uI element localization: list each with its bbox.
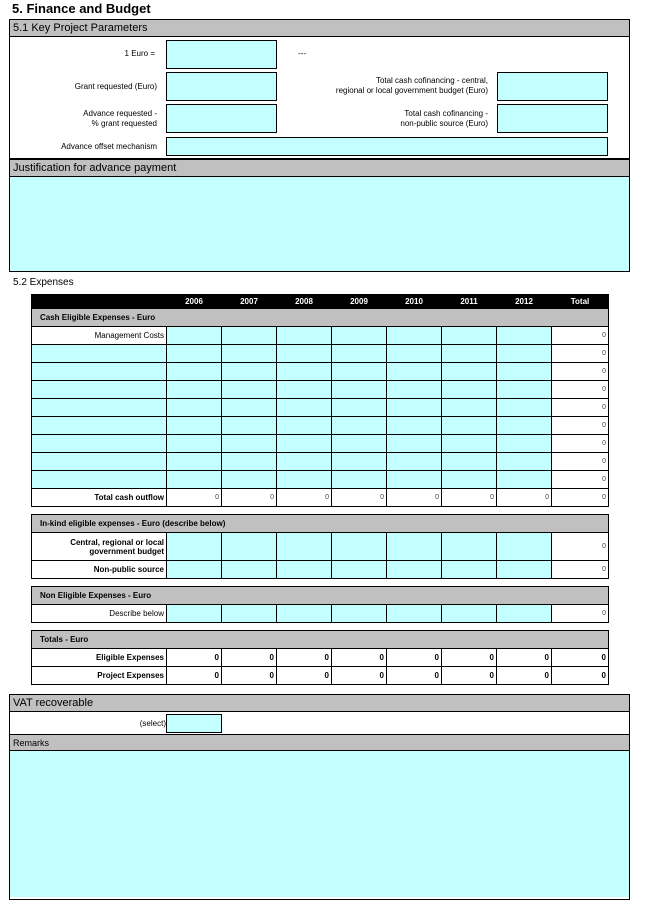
expense-cell[interactable] xyxy=(222,417,277,435)
expense-cell[interactable] xyxy=(167,561,222,579)
inkind-government-label-line1: Central, regional or local xyxy=(70,537,164,547)
expense-cell[interactable] xyxy=(277,399,332,417)
outflow-value: 0 xyxy=(222,489,277,507)
expense-cell[interactable] xyxy=(332,561,387,579)
outflow-value: 0 xyxy=(387,489,442,507)
row-total: 0 xyxy=(552,381,609,399)
expense-cell[interactable] xyxy=(442,363,497,381)
expense-cell[interactable] xyxy=(167,381,222,399)
row-total: 0 xyxy=(552,561,609,579)
expense-cell[interactable] xyxy=(442,345,497,363)
expenses-header: 5.2 Expenses xyxy=(13,277,74,288)
eligible-value: 0 xyxy=(442,649,497,667)
non-eligible-group: Non Eligible Expenses - Euro xyxy=(32,587,609,605)
cofinancing-private-input[interactable] xyxy=(497,104,608,133)
expense-cell[interactable] xyxy=(387,453,442,471)
cofinancing-private-label xyxy=(290,109,488,129)
vat-select-row xyxy=(10,712,629,734)
justification-textarea[interactable] xyxy=(10,177,629,271)
expense-cell[interactable] xyxy=(277,381,332,399)
cofinancing-public-label-line2: regional or local government budget (Euro) xyxy=(335,86,488,95)
grant-requested-input[interactable] xyxy=(166,72,277,101)
expense-cell[interactable] xyxy=(332,533,387,561)
remarks-header: Remarks xyxy=(10,734,629,751)
year-header: 2012 xyxy=(497,295,552,309)
totals-group: Totals - Euro xyxy=(32,631,609,649)
eligible-value: 0 xyxy=(222,649,277,667)
cofinancing-private-label-line2: non-public source (Euro) xyxy=(400,119,488,128)
outflow-value: 0 xyxy=(442,489,497,507)
expense-cell[interactable] xyxy=(332,453,387,471)
expense-label-input[interactable] xyxy=(32,453,167,471)
outflow-value: 0 xyxy=(332,489,387,507)
expense-label-input[interactable] xyxy=(32,381,167,399)
inkind-nonpublic-label: Non-public source xyxy=(32,561,167,579)
project-expenses-label: Project Expenses xyxy=(32,667,167,685)
table-row xyxy=(32,471,609,489)
year-header: 2008 xyxy=(277,295,332,309)
key-parameters-header: 5.1 Key Project Parameters xyxy=(10,20,629,37)
table-row xyxy=(32,399,609,417)
outflow-value: 0 xyxy=(497,489,552,507)
expense-cell[interactable] xyxy=(442,471,497,489)
advance-requested-input[interactable] xyxy=(166,104,277,133)
expenses-table xyxy=(31,294,609,685)
cofinancing-public-label xyxy=(290,76,488,96)
project-value: 0 xyxy=(222,667,277,685)
eligible-value: 0 xyxy=(552,649,609,667)
row-total: 0 xyxy=(552,345,609,363)
cofinancing-private-label-line1: Total cash cofinancing - xyxy=(404,109,488,118)
row-total: 0 xyxy=(552,399,609,417)
expense-label-input[interactable] xyxy=(32,435,167,453)
expense-cell[interactable] xyxy=(442,327,497,345)
expense-cell[interactable] xyxy=(332,399,387,417)
inkind-government-label-line2: government budget xyxy=(89,546,164,556)
expense-cell[interactable] xyxy=(167,327,222,345)
advance-requested-label xyxy=(40,109,157,129)
expense-cell[interactable] xyxy=(332,363,387,381)
describe-below-label: Describe below xyxy=(32,605,167,623)
expense-cell[interactable] xyxy=(167,345,222,363)
eligible-expenses-label: Eligible Expenses xyxy=(32,649,167,667)
row-total: 0 xyxy=(552,435,609,453)
total-cash-outflow-row xyxy=(32,489,609,507)
expense-cell[interactable] xyxy=(277,453,332,471)
expense-cell[interactable] xyxy=(332,327,387,345)
expense-cell[interactable] xyxy=(387,435,442,453)
row-total: 0 xyxy=(552,417,609,435)
expense-cell[interactable] xyxy=(387,417,442,435)
row-total: 0 xyxy=(552,533,609,561)
expense-cell[interactable] xyxy=(387,471,442,489)
expense-cell[interactable] xyxy=(277,561,332,579)
vat-select[interactable] xyxy=(166,714,222,733)
expense-cell[interactable] xyxy=(167,399,222,417)
eligible-value: 0 xyxy=(167,649,222,667)
grant-requested-label: Grant requested (Euro) xyxy=(74,82,157,91)
expense-cell[interactable] xyxy=(222,381,277,399)
expense-cell[interactable] xyxy=(332,381,387,399)
page-title: 5. Finance and Budget xyxy=(12,1,151,16)
justification-header: Justification for advance payment xyxy=(10,160,629,177)
expense-cell[interactable] xyxy=(497,399,552,417)
eligible-value: 0 xyxy=(497,649,552,667)
table-row xyxy=(32,453,609,471)
eligible-value: 0 xyxy=(277,649,332,667)
expense-cell[interactable] xyxy=(222,345,277,363)
expense-cell[interactable] xyxy=(277,345,332,363)
expense-cell[interactable] xyxy=(222,327,277,345)
expense-label-input[interactable] xyxy=(32,345,167,363)
table-row xyxy=(32,363,609,381)
spacer xyxy=(32,623,609,631)
expense-cell[interactable] xyxy=(167,533,222,561)
vat-header: VAT recoverable xyxy=(10,695,629,712)
year-header: 2011 xyxy=(442,295,497,309)
expense-cell[interactable] xyxy=(167,435,222,453)
total-header: Total xyxy=(552,295,609,309)
euro-rate-suffix: --- xyxy=(298,49,306,58)
year-header: 2007 xyxy=(222,295,277,309)
year-header: 2010 xyxy=(387,295,442,309)
expense-cell[interactable] xyxy=(497,453,552,471)
expense-cell[interactable] xyxy=(222,605,277,623)
header-blank xyxy=(32,295,167,309)
vat-select-label: (select) xyxy=(139,719,166,728)
expense-cell[interactable] xyxy=(277,533,332,561)
expense-cell[interactable] xyxy=(387,561,442,579)
row-total: 0 xyxy=(552,471,609,489)
row-total: 0 xyxy=(552,327,609,345)
project-value: 0 xyxy=(497,667,552,685)
table-row xyxy=(32,327,609,345)
year-header: 2009 xyxy=(332,295,387,309)
vat-section xyxy=(9,694,630,900)
expense-label-input[interactable] xyxy=(32,399,167,417)
expense-cell[interactable] xyxy=(222,363,277,381)
expense-cell[interactable] xyxy=(332,471,387,489)
table-row xyxy=(32,345,609,363)
expense-cell[interactable] xyxy=(332,435,387,453)
row-total: 0 xyxy=(552,605,609,623)
advance-requested-label-line2: % grant requested xyxy=(91,119,157,128)
expense-cell[interactable] xyxy=(442,381,497,399)
expense-cell[interactable] xyxy=(442,417,497,435)
expense-cell[interactable] xyxy=(442,399,497,417)
row-total: 0 xyxy=(552,453,609,471)
inkind-group: In-kind eligible expenses - Euro (describe below) xyxy=(32,515,609,533)
expense-cell[interactable] xyxy=(387,327,442,345)
remarks-textarea[interactable] xyxy=(10,751,629,897)
project-value: 0 xyxy=(277,667,332,685)
expense-cell[interactable] xyxy=(387,345,442,363)
expense-cell[interactable] xyxy=(167,471,222,489)
expense-cell[interactable] xyxy=(442,561,497,579)
eligible-expenses-row xyxy=(32,649,609,667)
expense-cell[interactable] xyxy=(222,533,277,561)
expense-cell[interactable] xyxy=(497,327,552,345)
expense-cell[interactable] xyxy=(167,453,222,471)
euro-rate-input[interactable] xyxy=(166,40,277,69)
expense-cell[interactable] xyxy=(497,561,552,579)
expense-cell[interactable] xyxy=(277,435,332,453)
expense-cell[interactable] xyxy=(387,533,442,561)
table-row xyxy=(32,533,609,561)
expense-label-input[interactable] xyxy=(32,471,167,489)
expense-cell[interactable] xyxy=(167,363,222,381)
table-row xyxy=(32,381,609,399)
expense-cell[interactable] xyxy=(277,605,332,623)
project-value: 0 xyxy=(332,667,387,685)
outflow-value: 0 xyxy=(552,489,609,507)
advance-offset-label: Advance offset mechanism xyxy=(61,142,157,151)
expense-label-input[interactable] xyxy=(32,417,167,435)
expense-cell[interactable] xyxy=(387,605,442,623)
expense-cell[interactable] xyxy=(497,417,552,435)
expense-cell[interactable] xyxy=(332,605,387,623)
expense-cell[interactable] xyxy=(442,605,497,623)
project-expenses-row xyxy=(32,667,609,685)
advance-offset-input[interactable] xyxy=(166,137,608,156)
expense-cell[interactable] xyxy=(497,363,552,381)
expense-cell[interactable] xyxy=(277,363,332,381)
table-row xyxy=(32,561,609,579)
cash-eligible-group: Cash Eligible Expenses - Euro xyxy=(32,309,609,327)
expense-cell[interactable] xyxy=(442,453,497,471)
outflow-value: 0 xyxy=(167,489,222,507)
row-total: 0 xyxy=(552,363,609,381)
expense-cell[interactable] xyxy=(222,453,277,471)
project-value: 0 xyxy=(167,667,222,685)
expense-cell[interactable] xyxy=(167,417,222,435)
justification-section xyxy=(9,159,630,272)
expense-cell[interactable] xyxy=(497,471,552,489)
project-value: 0 xyxy=(442,667,497,685)
spacer xyxy=(32,579,609,587)
table-row xyxy=(32,417,609,435)
table-row xyxy=(32,435,609,453)
total-cash-outflow-label: Total cash outflow xyxy=(32,489,167,507)
outflow-value: 0 xyxy=(277,489,332,507)
expense-cell[interactable] xyxy=(277,417,332,435)
expense-cell[interactable] xyxy=(497,345,552,363)
expense-cell[interactable] xyxy=(222,399,277,417)
expense-cell[interactable] xyxy=(497,533,552,561)
euro-rate-label: 1 Euro = xyxy=(124,49,155,58)
expense-cell[interactable] xyxy=(387,381,442,399)
expense-cell[interactable] xyxy=(442,533,497,561)
project-value: 0 xyxy=(387,667,442,685)
expense-cell[interactable] xyxy=(277,327,332,345)
expense-cell[interactable] xyxy=(332,345,387,363)
inkind-government-label xyxy=(32,533,167,561)
project-value: 0 xyxy=(552,667,609,685)
expense-cell[interactable] xyxy=(222,561,277,579)
expense-cell[interactable] xyxy=(167,605,222,623)
advance-requested-label-line1: Advance requested - xyxy=(83,109,157,118)
expense-label-input[interactable] xyxy=(32,363,167,381)
management-costs-label: Management Costs xyxy=(32,327,167,345)
expense-cell[interactable] xyxy=(222,471,277,489)
year-header-row xyxy=(32,295,609,309)
expense-cell[interactable] xyxy=(277,471,332,489)
eligible-value: 0 xyxy=(332,649,387,667)
cofinancing-public-label-line1: Total cash cofinancing - central, xyxy=(375,76,488,85)
expense-cell[interactable] xyxy=(222,435,277,453)
expense-cell[interactable] xyxy=(497,435,552,453)
expense-cell[interactable] xyxy=(332,417,387,435)
expense-cell[interactable] xyxy=(442,435,497,453)
expense-cell[interactable] xyxy=(387,399,442,417)
spacer xyxy=(32,507,609,515)
year-header: 2006 xyxy=(167,295,222,309)
table-row xyxy=(32,605,609,623)
expense-cell[interactable] xyxy=(497,605,552,623)
expense-cell[interactable] xyxy=(387,363,442,381)
cofinancing-public-input[interactable] xyxy=(497,72,608,101)
eligible-value: 0 xyxy=(387,649,442,667)
expense-cell[interactable] xyxy=(497,381,552,399)
